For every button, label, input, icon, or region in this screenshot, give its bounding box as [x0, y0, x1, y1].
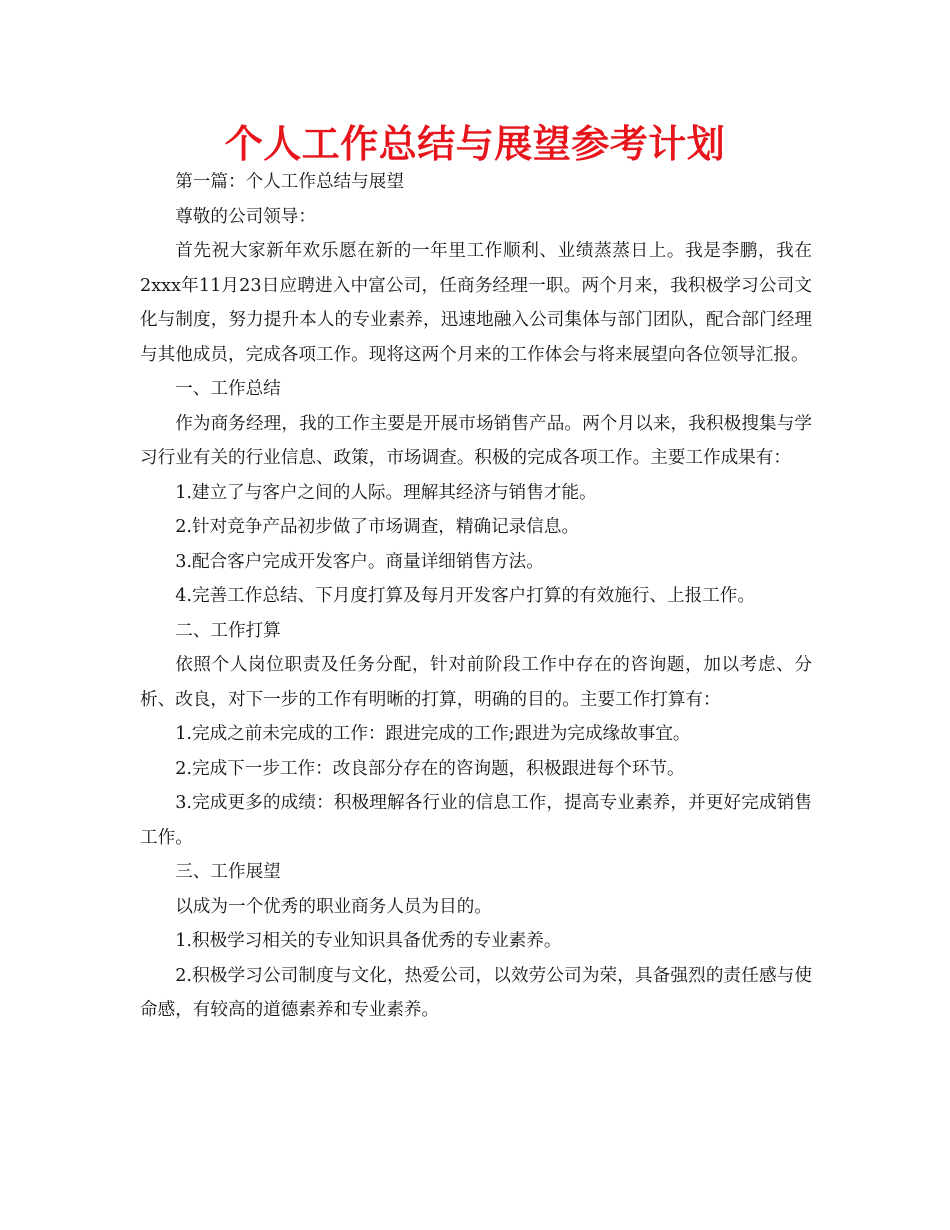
- summary-item-1: 1.建立了与客户之间的人际。理解其经济与销售才能。: [175, 482, 597, 503]
- summary-item-4: 4.完善工作总结、下月度打算及每月开发客户打算的有效施行、上报工作。: [175, 586, 755, 606]
- summary-item-2: 2.针对竞争产品初步做了市场调查，精确记录信息。: [175, 517, 580, 537]
- plan-item-2: 2.完成下一步工作：改良部分存在的咨询题，积极跟进每个环节。: [175, 758, 685, 779]
- section-heading-summary: 一、工作总结: [175, 379, 281, 399]
- plan-paragraph: 依照个人岗位职责及任务分配，针对前阶段工作中存在的咨询题，加以考虑、分析、改良，对下一步的工作有明晰的打算，明确的目的。主要工作打算有：: [140, 655, 812, 710]
- document-title: 个人工作总结与展望参考计划: [224, 122, 726, 166]
- intro-paragraph: 首先祝大家新年欢乐愿在新的一年里工作顺利、业绩蒸蒸日上。我是李鹏，我在2xxx年11月23日应聘进入中富公司，任商务经理一职。两个月来，我积极学习公司文化与制度，努力提升本人的专业素养，迅速地融入公司集体与部门团队，配合部门经理与其他成员，完成各项工作。现将这两个月来的工作体会与将来展望向各位领导汇报。: [140, 241, 812, 365]
- section-heading-part-one: 第一篇：个人工作总结与展望: [175, 172, 404, 192]
- salutation: 尊敬的公司领导：: [175, 206, 316, 227]
- section-heading-outlook: 三、工作展望: [175, 862, 281, 882]
- plan-item-1: 1.完成之前未完成的工作：跟进完成的工作;跟进为完成缘故事宜。: [175, 724, 691, 744]
- plan-item-3: 3.完成更多的成绩：积极理解各行业的信息工作，提高专业素养，并更好完成销售工作。: [140, 793, 812, 848]
- section-heading-plan: 二、工作打算: [175, 620, 281, 641]
- outlook-item-1: 1.积极学习相关的专业知识具备优秀的专业素养。: [175, 931, 562, 951]
- summary-paragraph: 作为商务经理，我的工作主要是开展市场销售产品。两个月以来，我积极搜集与学习行业有关的行业信息、政策，市场调查。积极的完成各项工作。主要工作成果有：: [140, 413, 812, 468]
- summary-item-3: 3.配合客户完成开发客户。商量详细销售方法。: [175, 551, 544, 572]
- outlook-item-2: 2.积极学习公司制度与文化，热爱公司，以效劳公司为荣，具备强烈的责任感与使命感，有较高的道德素养和专业素养。: [140, 965, 812, 1020]
- outlook-paragraph: 以成为一个优秀的职业商务人员为目的。: [175, 896, 492, 917]
- document-body: [140, 165, 812, 1028]
